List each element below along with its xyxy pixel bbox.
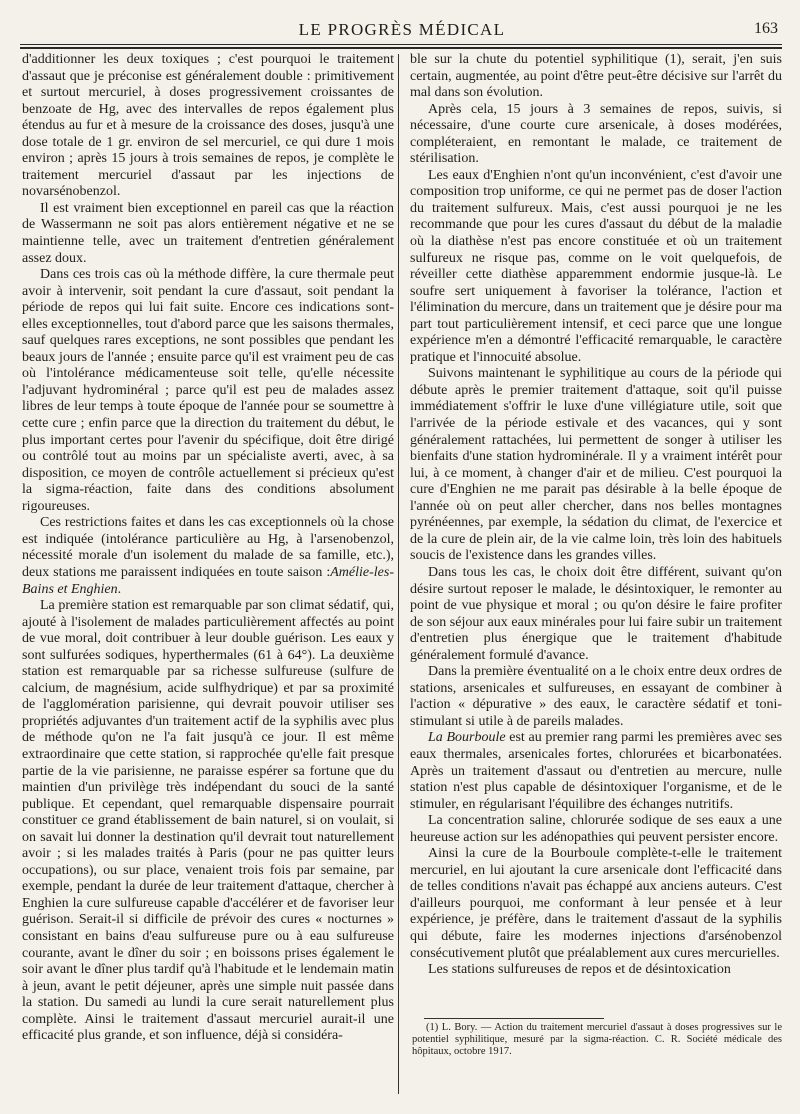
- stations-italic: Amélie-les-Bains et Enghien: [22, 564, 394, 597]
- paragraph: La première station est remarquable par son climat sédatif, qui, ajouté à l'isolement de malades particulièrement affectés au point de vue moral, doit contribuer à leur double guérison. Les eaux y sont sulfurées sodiques, hyperthermales (61 à 64°). La deuxième station est remarquable par sa richesse sulfureuse (sulfure de calcium, de magnésium, acide sulfhydrique) et par sa proximité de l'agglomération parisienne, qui devrait pouvoir utiliser ses propriétés adjuvantes d'un traitement actif de la syphilis avec plus de méthode qu'on ne l'a fait jusqu'à ce jour. Il est même extraordinaire que cette station, si rapprochée qu'elle fait presque partie de la vie parisienne, ne paraisse espérer sa fortune que du maintien d'un privilège très indépendant du souci de la santé publique. Et cependant, quel remarquable dispensaire pourrait constituer ce grand établissement de bain naturel, si on voulait, si on savait lui donner la destination qu'il devrait tout naturellement avoir ; si les malades traités à Paris (pour ne pas quitter leurs occupations), ou sur place, venaient trois fois par semaine, par exemple, pendant la durée de leur traitement d'attaque, chercher à Enghien la cure sulfureuse capable d'accélérer et de favoriser leur guérison. Serait-il si difficile de prévoir des cures « nocturnes » consistant en bains d'eau sulfureuse pure ou à eau sulfureuse courante, avant le dîner du soir ; en boissons prises également le soir avant le dîner plus tardif qu'à l'habitude et le lendemain matin à jeun, avant le petit déjeuner, après une simple nuit passée dans la station. Du samedi au lundi la cure serait naturellement plus complète. Ainsi le traitement d'assaut mercuriel aurait-il une efficacité plus grande, et son influence, déjà si considéra-: [22, 598, 394, 1044]
- bourboule-italic: La Bourboule: [428, 730, 506, 746]
- paragraph: Les eaux d'Enghien n'ont qu'un inconvénient, c'est d'avoir une composition trop uniforme, ce qui ne permet pas de doser l'action du traitement sulfureux. Mais, c'est aussi pourquoi je ne les recommande que pour les cures d'assaut du début de la maladie où la diathèse n'est pas encore constituée et où un traitement sulfureux ne risque pas, comme on le voit quelquefois, de réveiller cette diathèse apparemment endormie jusque-là. Le soufre sert uniquement à favoriser la tolérance, l'action et l'élimination du mercure, dans un traitement que je désire pour ma part tout particulièrement intensif, et ceci parce que une longue expérience m'en a démontré l'efficacité remarquable, le caractère pratique et l'innocuité absolue.: [410, 167, 782, 365]
- paragraph: d'additionner les deux toxiques ; c'est pourquoi le traitement d'assaut que je préconise est généralement double : primitivement et surtout mercuriel, à doses progressivement croissantes de benzoate de Hg, avec des intervalles de repos également plus étendus au fur et à mesure de la croissance des doses, jusqu'à une dose totale de 1 gr. environ de sel mercuriel, ce qui dure 1 mois environ ; après 15 jours à trois semaines de repos, je complète le traitement mercuriel d'assaut par les injections de novarsénobenzol.: [22, 52, 394, 200]
- paragraph: Suivons maintenant le syphilitique au cours de la période qui débute après le premier traitement d'attaque, soit qu'il puisse immédiatement s'offrir le luxe d'une villégiature utile, soit que l'arrivée de la période estivale et des vacances, qui y sont généralement rattachées, lui permettent de songer à utiliser les bienfaits d'une station hydrominérale. Il y a vraiment intérêt pour lui, à ce moment, à changer d'air et de milieu. C'est pourquoi la cure d'Enghien ne me parait pas désirable à la belle époque de l'année où on peut aller chercher, dans nos belles montagnes pyrénéennes, par exemple, la sédation du climat, de l'exercice et de la cure de plein air, de la vie calme loin, très loin des habituels soucis de l'existence dans les grandes villes.: [410, 366, 782, 564]
- paragraph-text: est au premier rang parmi les premières avec ses eaux thermales, arsenicales fortes, chlorurées et bicarbonatées. Après un traitement d'assaut ou d'entretien au mercure, nulle station n'est plus capable de désintoxiquer l'organisme, et de le stimuler, en régularisant l'équilibre des échanges nutritifs.: [410, 730, 783, 812]
- footnote-rule: [424, 1018, 604, 1019]
- paragraph: La concentration saline, chlorurée sodique de ses eaux a une heureuse action sur les adénopathies qui peuvent persister encore.: [410, 813, 782, 845]
- left-column: [22, 52, 394, 1045]
- paragraph: Dans tous les cas, le choix doit être différent, suivant qu'on désire surtout reposer le malade, le désintoxiquer, le remonter au point de vue physique et moral ; ou qu'on désire le faire profiter de son séjour aux eaux minérales pour lui faire subir un traitement d'entretien plus énergique que le traitement d'habitude généralement formulé d'avance.: [410, 564, 782, 663]
- header-rule: [20, 44, 782, 45]
- column-divider: [398, 54, 399, 1094]
- right-column: [410, 52, 782, 979]
- footnote: (1) L. Bory. — Action du traitement mercuriel d'assaut à doses progressives sur le potentiel syphilitique, mesuré par la sigma-réaction. C. R. Société médicale des hôpitaux, octobre 1917.: [412, 1022, 782, 1057]
- paragraph: Après cela, 15 jours à 3 semaines de repos, suivis, si nécessaire, d'une courte cure arsenicale, à doses modérées, compléteraient, en remontant le malade, ce traitement de stérilisation.: [410, 101, 782, 167]
- paragraph: ble sur la chute du potentiel syphilitique (1), serait, j'en suis certain, augmentée, au point d'être peut-être décisive sur l'arrêt du mal dans son évolution.: [410, 52, 782, 101]
- page-number: 163: [754, 20, 778, 37]
- paragraph: Dans ces trois cas où la méthode diffère, la cure thermale peut avoir à intervenir, soit pendant la cure d'assaut, soit pendant la période de repos qui lui fait suite. Encore ces indications sont-elles exceptionnelles, tout d'abord parce que les saisons thermales, sauf quelques rares exceptions, ne sont possibles que pendant les beaux jours de l'année ; ensuite parce qu'il est vraiment peu de cas où l'intolérance médicamenteuse soit telle, qu'elle nécessite l'adjuvant hydrominéral ; parce qu'il est peu de malades assez libres de leur temps à toute époque de l'année pour se soumettre à cette cure ; enfin parce que la direction du traitement du début, le plus important certes pour l'avenir du spécifique, doit être dirigé ou contrôlé tout au moins par un spécialiste averti, avec, à sa disposition, ce moyen de contrôle actuellement si précieux qu'est la sigma-réaction, faite dans des conditions absolument rigoureuses.: [22, 267, 394, 514]
- paragraph: Il est vraiment bien exceptionnel en pareil cas que la réaction de Wassermann ne soit pas alors entièrement négative et ne se maintienne telle, avec un traitement d'entretien généralement assez doux.: [22, 200, 394, 266]
- running-title: LE PROGRÈS MÉDICAL: [298, 20, 506, 39]
- paragraph: Ainsi la cure de la Bourboule complète-t-elle le traitement mercuriel, en lui ajoutant la cure arsenicale dont l'efficacité dans de telles conditions n'avait pas échappé aux anciens auteurs. C'est d'ailleurs pourquoi, me conformant à leur pensée et à leur expérience, je préfère, dans le traitement d'assaut de la syphilis qui débute, faire les modernes injections d'arsénobenzol consécutivement plutôt que préalablement aux cures mercurielles.: [410, 846, 782, 961]
- paragraph: Dans la première éventualité on a le choix entre deux ordres de stations, arsenicales et sulfureuses, en essayant de combiner à l'action « dépurative » des eaux, le caractère sédatif et toni-stimulant si utile à de pareils malades.: [410, 664, 782, 729]
- paragraph-text: Ces restrictions faites et dans les cas exceptionnels où la chose est indiquée (intolérance particulière au Hg, à l'arsenobenzol, nécessité morale d'un isolement du malade de sa famille, etc.), deux stations me paraissent indiquées en toute saison :: [22, 515, 394, 580]
- paragraph: Les stations sulfureuses de repos et de désintoxication: [428, 962, 731, 978]
- page-header: [20, 14, 784, 44]
- paragraph: Ces restrictions faites et dans les cas exceptionnels où la chose est indiquée (intolérance particulière au Hg, à l'arsenobenzol, nécessité morale d'un isolement du malade de sa famille, etc.), deux stations me paraissent indiquées en toute saison :Amélie-les-Bains et Enghien.: [22, 515, 394, 597]
- paragraph: [410, 730, 782, 813]
- header-rule-thick: [20, 47, 782, 49]
